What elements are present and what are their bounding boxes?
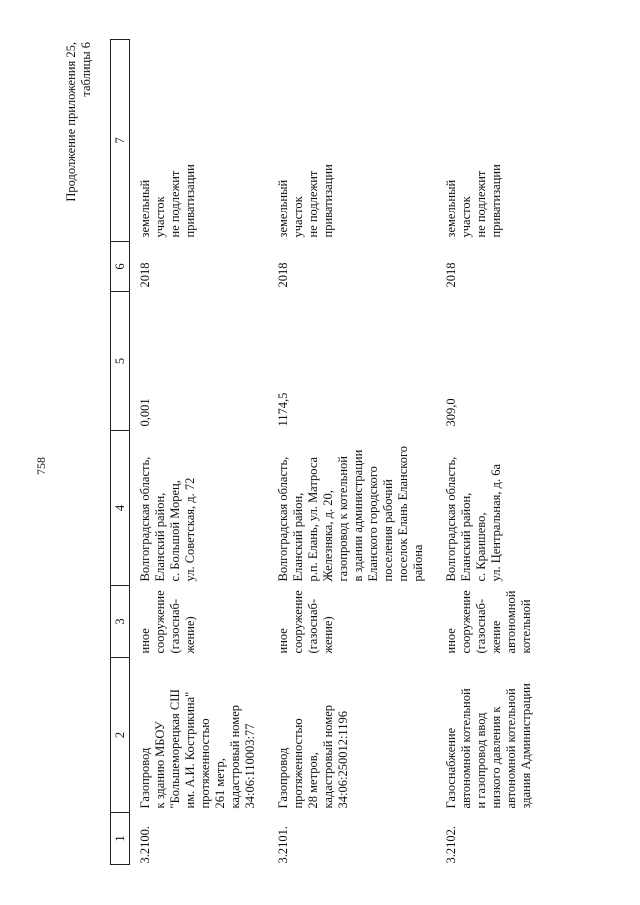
object-value-cell: [262, 292, 430, 431]
object-address-cell: [130, 431, 263, 586]
object-name-line: кадастровый номер: [228, 704, 242, 809]
note-line: не подлежит: [474, 170, 488, 238]
object-name-line: автономной котельной: [504, 688, 518, 809]
object-name-line: низкого давления к: [489, 706, 503, 809]
continuation-title-line2: таблицы 6: [79, 42, 93, 97]
object-type-line: (газоснаб-: [474, 598, 488, 654]
column-number: 4: [111, 431, 130, 586]
object-type-line: жение: [489, 620, 503, 654]
page-number: 758: [34, 457, 48, 475]
object-address-cell: [262, 431, 430, 586]
row-number-cell: [262, 813, 430, 865]
note-line: участок: [459, 196, 473, 238]
row-number: 3.2102.: [444, 826, 458, 864]
object-address-line: газопровод к котельной: [336, 456, 350, 582]
object-value: 309,0: [444, 398, 458, 427]
object-address-line: Еланский район,: [153, 492, 167, 582]
object-address-line: с. Краишево,: [474, 512, 488, 582]
year-cell: [430, 242, 538, 292]
note-line: приватизации: [321, 164, 335, 238]
note-line: не подлежит: [306, 170, 320, 238]
object-address-cell: [430, 431, 538, 586]
note-line: земельный: [138, 179, 152, 238]
object-type-line: иное: [138, 628, 152, 654]
note-cell: [262, 40, 430, 242]
year: 2018: [138, 262, 152, 288]
object-name-line: здания Администрации: [519, 683, 533, 809]
object-type-line: жение): [183, 616, 197, 654]
object-name-line: и газопровод ввод: [474, 712, 488, 809]
object-type-line: жение): [321, 616, 335, 654]
object-name-line: им. А.И. Кострикина": [183, 691, 197, 809]
column-number: 6: [111, 242, 130, 292]
year: 2018: [444, 262, 458, 288]
object-name-cell: [130, 658, 263, 813]
table-row: [430, 40, 538, 865]
object-address-line: Волгоградская область,: [138, 456, 152, 582]
object-value-cell: [430, 292, 538, 431]
column-number: 7: [111, 40, 130, 242]
object-type-line: котельной: [519, 599, 533, 654]
object-type-line: сооружение: [459, 590, 473, 654]
object-address-line: Еланский район,: [291, 492, 305, 582]
row-number-cell: [130, 813, 263, 865]
object-address-line: поселения рабочий: [381, 479, 395, 582]
object-type-line: автономной: [504, 590, 518, 654]
note-line: приватизации: [183, 164, 197, 238]
column-number: 2: [111, 658, 130, 813]
object-name-line: протяженностью: [198, 718, 212, 809]
object-name-line: к зданию МБОУ: [153, 721, 167, 809]
object-name-line: 28 метров,: [306, 752, 320, 809]
row-number: 3.2100.: [138, 826, 152, 864]
object-value: 0,001: [138, 398, 152, 427]
continuation-title-line1: Продолжение приложения 25,: [64, 42, 78, 202]
object-address-line: Волгоградская область,: [276, 456, 290, 582]
note-line: не подлежит: [168, 170, 182, 238]
object-address-line: поселок Елань Еланского: [396, 445, 410, 582]
note-line: земельный: [276, 179, 290, 238]
object-type-line: (газоснаб-: [168, 598, 182, 654]
object-address-line: Еланского городского: [366, 466, 380, 582]
object-address-line: ул. Советская, д. 72: [183, 477, 197, 582]
object-type-line: сооружение: [291, 590, 305, 654]
note-cell: [130, 40, 263, 242]
year: 2018: [276, 262, 290, 288]
object-type-cell: [262, 586, 430, 658]
object-type-line: иное: [444, 628, 458, 654]
property-table: [110, 39, 538, 865]
object-type-cell: [130, 586, 263, 658]
object-value-cell: [130, 292, 263, 431]
year-cell: [262, 242, 430, 292]
note-line: приватизации: [489, 164, 503, 238]
note-line: участок: [153, 196, 167, 238]
object-address-line: Еланский район,: [459, 492, 473, 582]
object-name-line: 261 метр,: [213, 758, 227, 809]
object-address-line: с. Большой Морец,: [168, 480, 182, 582]
object-name-line: 34:06:250012:1196: [336, 711, 350, 809]
continuation-title: [64, 42, 94, 302]
note-line: участок: [291, 196, 305, 238]
row-number: 3.2101.: [276, 826, 290, 864]
object-name-cell: [430, 658, 538, 813]
row-number-cell: [430, 813, 538, 865]
object-name-line: кадастровый номер: [321, 704, 335, 809]
object-address-line: р.п. Елань, ул. Матроса: [306, 456, 320, 582]
object-address-line: Волгоградская область,: [444, 456, 458, 582]
object-value: 1174,5: [276, 392, 290, 427]
year-cell: [130, 242, 263, 292]
object-name-line: автономной котельной: [459, 688, 473, 809]
note-cell: [430, 40, 538, 242]
object-type-line: иное: [276, 628, 290, 654]
object-address-line: района: [411, 544, 425, 582]
column-number: 1: [111, 813, 130, 865]
column-number: 5: [111, 292, 130, 431]
object-name-line: Газопровод: [138, 747, 152, 809]
object-name-line: Газоснабжение: [444, 727, 458, 809]
object-type-line: сооружение: [153, 590, 167, 654]
object-name-cell: [262, 658, 430, 813]
object-address-line: Железняка, д. 20,: [321, 490, 335, 582]
object-name-line: "Большеморецкая СШ: [168, 689, 182, 809]
column-number-row: [111, 40, 130, 865]
object-type-cell: [430, 586, 538, 658]
object-type-line: (газоснаб-: [306, 598, 320, 654]
note-line: земельный: [444, 179, 458, 238]
object-name-line: Газопровод: [276, 747, 290, 809]
object-address-line: ул. Центральная, д. 6а: [489, 463, 503, 582]
column-number: 3: [111, 586, 130, 658]
table-row: [130, 40, 263, 865]
object-name-line: 34:06:110003:77: [243, 723, 257, 809]
object-name-line: протяженностью: [291, 718, 305, 809]
table-row: [262, 40, 430, 865]
object-address-line: в здании администрации: [351, 449, 365, 582]
